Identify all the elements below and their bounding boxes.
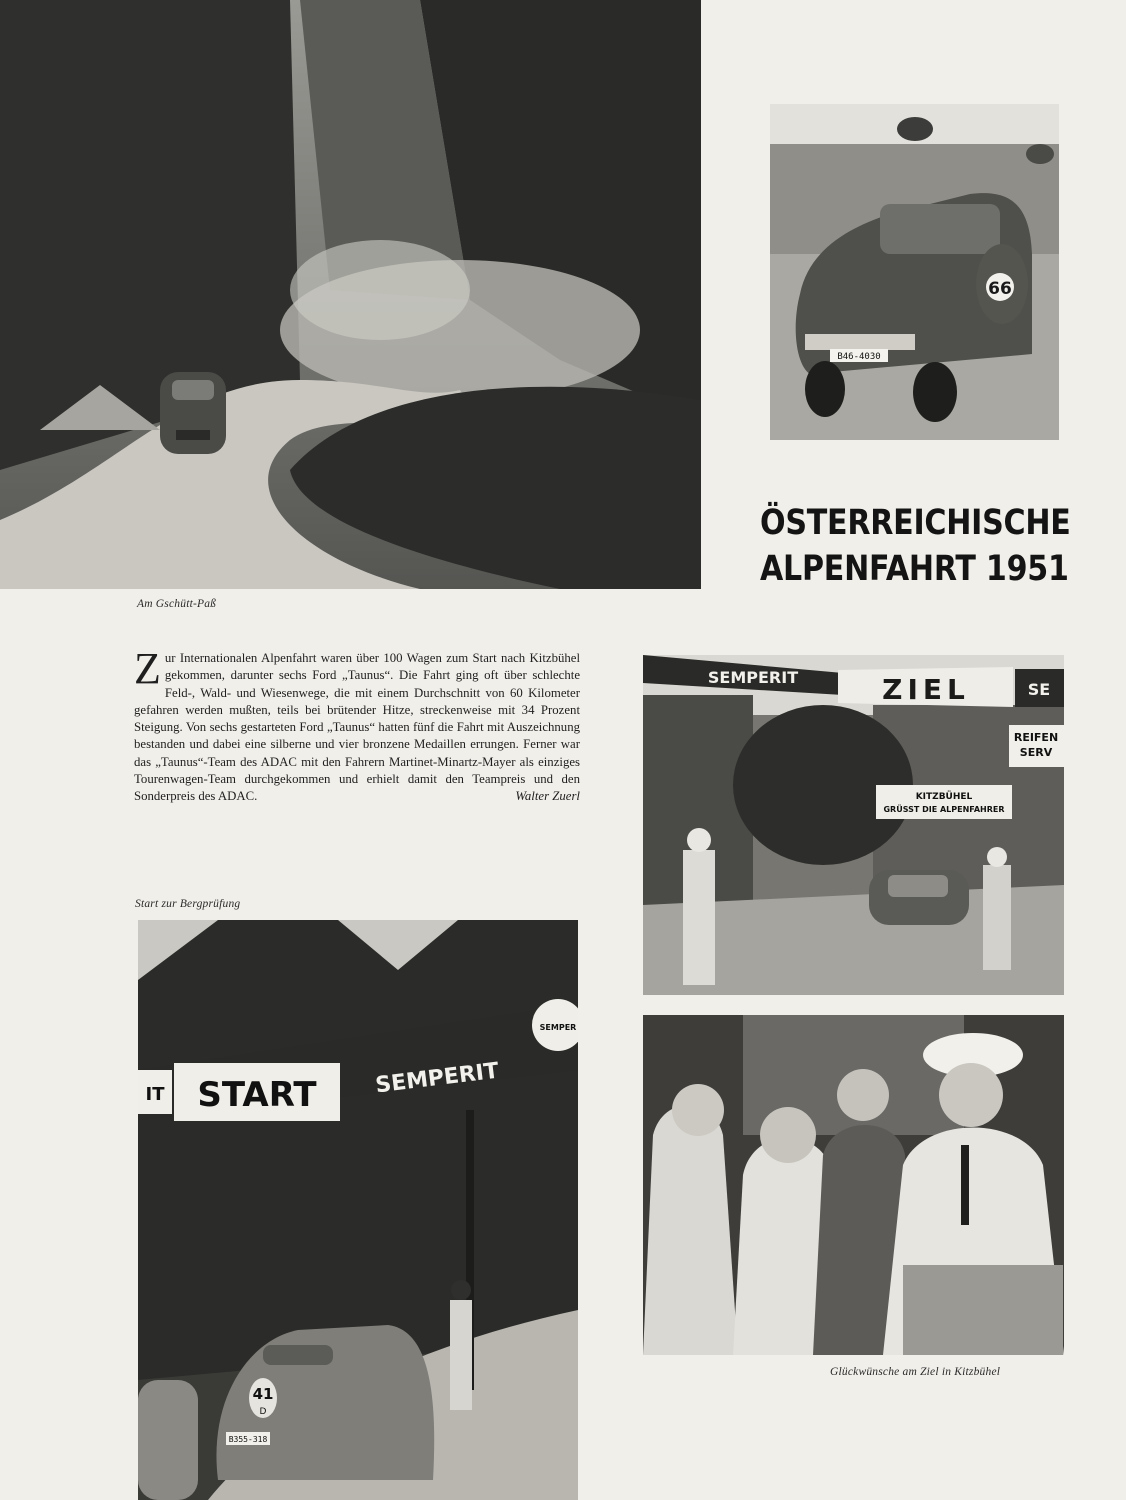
car-41-country: D — [259, 1407, 267, 1417]
start-logo-text: SEMPER — [539, 1023, 577, 1032]
photo-congratulations — [643, 1015, 1064, 1355]
car-41-plate: B355-318 — [228, 1435, 268, 1444]
kitz-banner-line-2: GRÜSST DIE ALPENFAHRER — [883, 805, 1005, 814]
start-banner-brand: SEMPERIT — [374, 1058, 501, 1099]
page-title — [760, 500, 1071, 592]
car-66-number: 66 — [988, 279, 1012, 299]
caption-congratulations: Glückwünsche am Ziel in Kitzbühel — [830, 1366, 1001, 1378]
photo-finish-line — [643, 655, 1064, 995]
photo-start — [138, 920, 578, 1500]
reifen-sign-line-2: SERV — [1019, 746, 1053, 759]
caption-forest-pass: Am Gschütt-Paß — [137, 598, 217, 610]
article-author: Walter Zuerl — [515, 789, 580, 804]
page-title-line-2: ALPENFAHRT 1951 — [760, 549, 1069, 589]
car-41-number: 41 — [252, 1385, 274, 1403]
reifen-sign-line-1: REIFEN — [1013, 731, 1059, 744]
photo-forest-pass — [0, 0, 701, 589]
start-banner-word: START — [197, 1075, 317, 1115]
ziel-banner-brand: SEMPERIT — [707, 668, 799, 687]
article-body — [134, 644, 580, 806]
photo-car-66 — [770, 104, 1059, 440]
kitz-banner-line-1: KITZBÜHEL — [915, 792, 973, 802]
article-dropcap: Z — [134, 644, 161, 693]
ziel-banner-word: ZIEL — [882, 673, 970, 706]
page-title-line-1: ÖSTERREICHISCHE — [760, 503, 1071, 543]
caption-start: Start zur Bergprüfung — [135, 898, 241, 910]
article-text: ur Internationalen Alpenfahrt waren über 100 Wagen zum Start nach Kitzbühel gekommen, darunter sechs Ford „Taunus“. Die Fahrt ging oft über schlechte Feld-, Wald- und Wiesenwege, die mit einem Durchschnitt von 60 Kilometer gefahren werden mußten, teils bei brütender Hitze, streckenweise mit 34 Prozent Steigung. Von sechs gestarteten Ford „Taunus“ hatten fünf die Fahrt mit Auszeichnung bestanden und dabei eine silberne und vier bronzene Medaillen errungen. Ferner war das „Taunus“-Team des ADAC mit den Fahrern Martinet-Minartz-Mayer als einziges Tourenwagen-Team durchgekommen und erhielt damit den Teampreis und den Sonderpreis des ADAC. — [134, 651, 580, 804]
ziel-banner-edge: SE — [1027, 680, 1051, 699]
car-66-plate: B46-4030 — [837, 352, 881, 362]
start-banner-edge: IT — [145, 1084, 165, 1105]
